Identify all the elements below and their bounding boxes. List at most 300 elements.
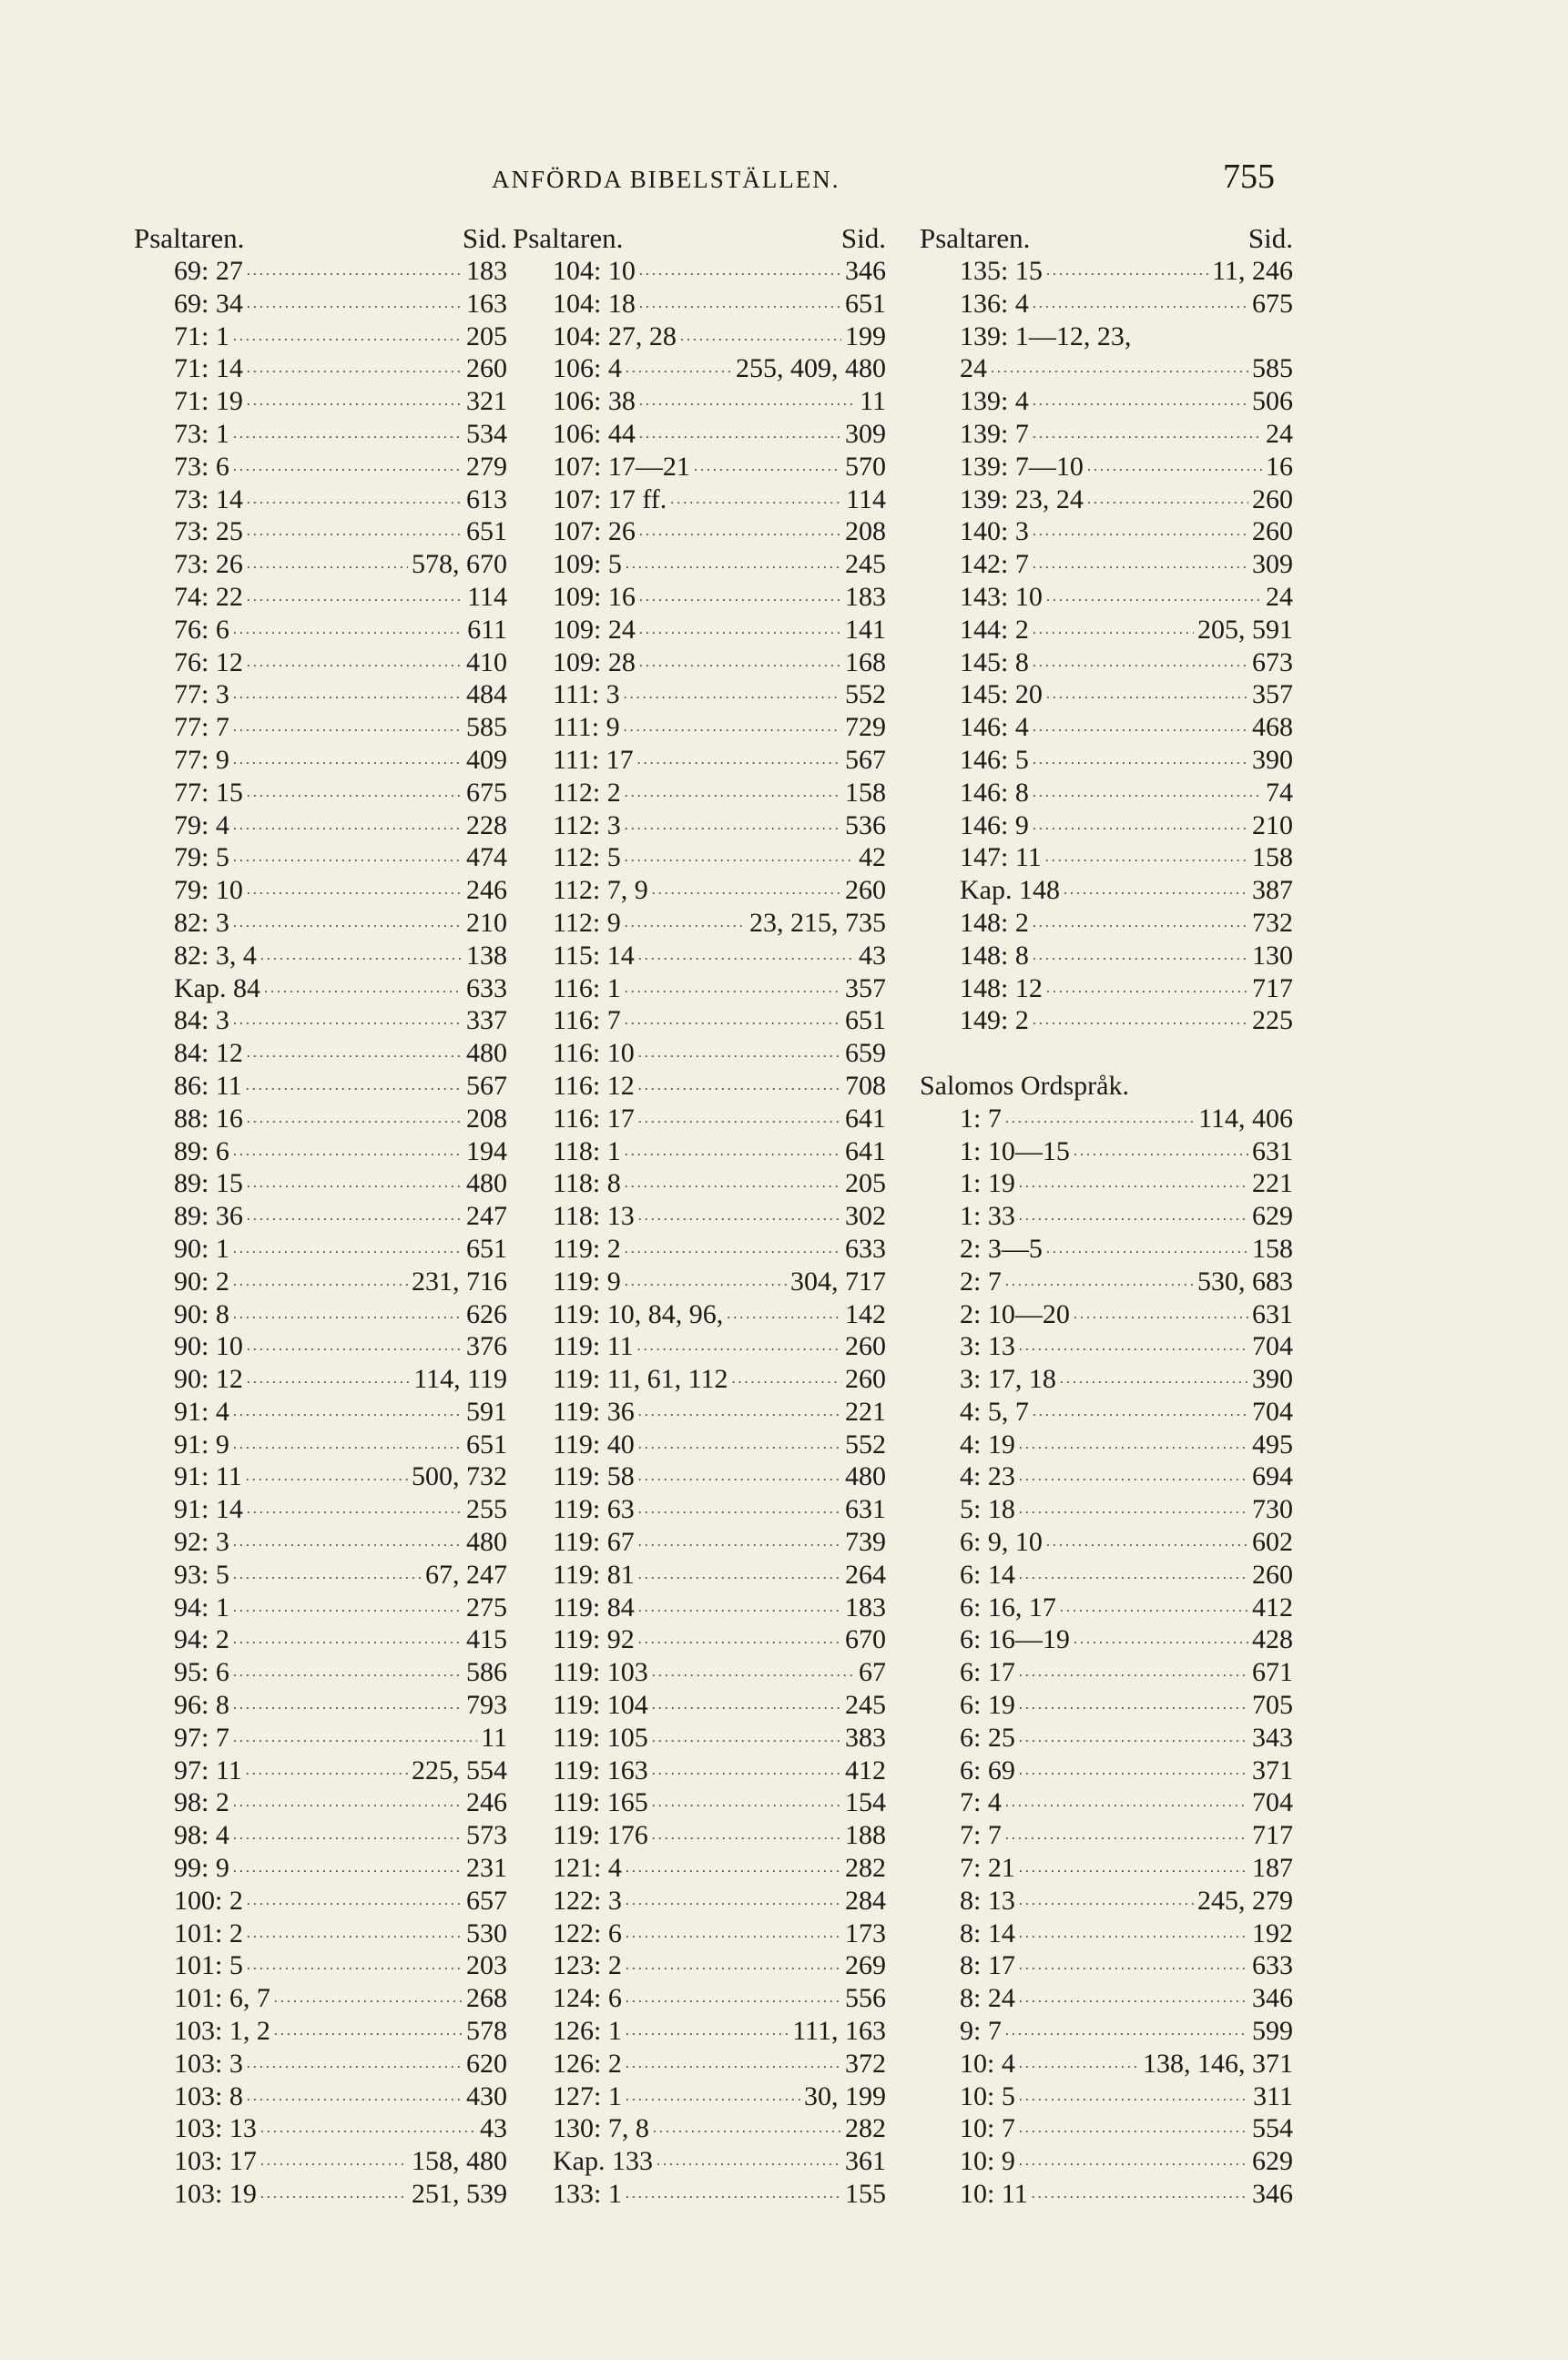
entry-reference: 71: 1	[174, 320, 229, 351]
entry-pages: 264	[845, 1559, 886, 1590]
entry-pages: 158	[1252, 1233, 1293, 1264]
index-entry	[513, 2112, 886, 2145]
entry-pages: 154	[845, 1787, 886, 1818]
dot-leader	[626, 352, 732, 385]
entry-reference: 112: 2	[553, 777, 621, 808]
index-entry	[920, 1592, 1293, 1624]
entry-pages: 11	[481, 1722, 507, 1753]
entry-reference: 148: 2	[960, 907, 1029, 938]
dot-leader	[1046, 581, 1262, 614]
index-entry	[134, 1819, 507, 1852]
index-entry	[920, 548, 1293, 581]
entries-list	[920, 255, 1293, 1037]
dot-leader	[260, 2112, 476, 2145]
index-entry	[920, 451, 1293, 483]
entry-reference: 139: 4	[960, 386, 1029, 417]
entry-reference: 112: 5	[553, 842, 621, 873]
dot-leader	[247, 1330, 463, 1363]
entry-pages: 357	[845, 972, 886, 1003]
index-entry	[513, 1755, 886, 1787]
entry-pages: 651	[845, 1005, 886, 1036]
entry-reference: 1: 7	[960, 1103, 1002, 1134]
entry-pages: 210	[466, 907, 507, 938]
entry-reference: 69: 27	[174, 256, 243, 286]
index-entry	[513, 1037, 886, 1070]
dot-leader	[625, 1167, 841, 1200]
entry-pages: 245	[845, 549, 886, 580]
index-entry	[920, 809, 1293, 842]
entry-pages: 114	[846, 483, 886, 514]
entry-reference: 92: 3	[174, 1527, 229, 1558]
dot-leader	[652, 1689, 841, 1722]
entry-reference: 119: 84	[553, 1592, 635, 1622]
dot-leader	[233, 1559, 422, 1592]
entry-pages: 567	[845, 744, 886, 775]
entry-reference: 146: 5	[960, 744, 1029, 775]
entry-reference: 9: 7	[960, 2016, 1002, 2047]
entry-reference: 2: 3—5	[960, 1233, 1043, 1264]
dot-leader	[233, 841, 463, 874]
entry-reference: 103: 19	[174, 2179, 257, 2210]
entry-pages: 311	[1253, 2080, 1293, 2111]
entry-reference: 122: 3	[553, 1885, 622, 1916]
dot-leader	[638, 1526, 841, 1559]
entry-pages: 346	[1252, 2179, 1293, 2210]
entry-pages: 205, 591	[1197, 614, 1293, 645]
dot-leader	[626, 1949, 841, 1982]
index-entry	[513, 1070, 886, 1103]
entry-reference: 6: 16—19	[960, 1624, 1070, 1655]
index-entry	[513, 1298, 886, 1331]
dot-leader	[1019, 2080, 1249, 2113]
entry-reference: 90: 1	[174, 1233, 229, 1264]
page-header	[146, 157, 1275, 202]
entry-reference: 119: 176	[553, 1820, 648, 1851]
entry-pages: 578, 670	[412, 549, 507, 580]
entry-reference: 104: 18	[553, 288, 636, 319]
entry-pages: 670	[845, 1624, 886, 1655]
entry-reference: 145: 8	[960, 646, 1029, 677]
dot-leader	[247, 1363, 410, 1396]
index-entry	[513, 2145, 886, 2178]
index-entry	[134, 1559, 507, 1592]
dot-leader	[247, 1918, 463, 1950]
dot-leader	[652, 1722, 841, 1755]
index-entry	[513, 515, 886, 548]
index-entry	[920, 483, 1293, 516]
dot-leader	[233, 1819, 463, 1852]
entry-pages: 282	[845, 2113, 886, 2144]
dot-leader	[264, 972, 463, 1005]
dot-leader	[233, 1526, 463, 1559]
entry-reference: 109: 24	[553, 614, 636, 645]
dot-leader	[1033, 614, 1194, 646]
dot-leader	[1019, 1656, 1248, 1689]
entry-pages: 245, 279	[1197, 1885, 1293, 1916]
entry-pages: 536	[845, 809, 886, 840]
index-entry	[920, 1755, 1293, 1787]
entry-reference: 103: 3	[174, 2048, 243, 2079]
index-column-1	[134, 222, 507, 2211]
dot-leader	[247, 255, 463, 288]
entry-reference: 93: 5	[174, 1559, 229, 1590]
entry-reference: 6: 17	[960, 1657, 1015, 1688]
entry-pages: 631	[1252, 1298, 1293, 1329]
entry-reference: 77: 15	[174, 777, 243, 808]
dot-leader	[233, 418, 463, 451]
index-entry	[134, 1689, 507, 1722]
index-entry	[134, 711, 507, 744]
dot-leader	[1046, 1233, 1248, 1266]
entry-pages: 484	[466, 679, 507, 710]
index-entry	[134, 972, 507, 1005]
entry-reference: 69: 34	[174, 288, 243, 319]
entry-reference: 6: 25	[960, 1722, 1015, 1753]
entry-pages: 480	[466, 1038, 507, 1069]
entry-reference: 130: 7, 8	[553, 2113, 649, 2144]
entry-reference: 119: 105	[553, 1722, 648, 1753]
index-entry	[513, 809, 886, 842]
dot-leader	[247, 548, 408, 581]
entry-pages: 43	[859, 940, 886, 971]
entry-pages: 585	[466, 712, 507, 743]
entry-pages: 739	[845, 1527, 886, 1558]
entry-reference: 3: 13	[960, 1331, 1015, 1362]
index-entry	[134, 515, 507, 548]
dot-leader	[626, 1852, 841, 1885]
index-entry	[513, 418, 886, 451]
entry-reference: 79: 5	[174, 842, 229, 873]
entry-pages: 67	[859, 1657, 886, 1688]
dot-leader	[1074, 1135, 1248, 1168]
index-entry	[134, 548, 507, 581]
entry-reference: 119: 104	[553, 1690, 648, 1721]
index-entry	[920, 2178, 1293, 2211]
entry-pages: 284	[845, 1885, 886, 1916]
entry-pages: 228	[466, 809, 507, 840]
entry-reference: 77: 3	[174, 679, 229, 710]
entry-reference: 119: 11	[553, 1331, 634, 1362]
index-column-3	[920, 222, 1293, 2211]
entry-pages: 260	[466, 353, 507, 384]
entry-pages: 260	[1252, 483, 1293, 514]
entry-pages: 651	[466, 516, 507, 547]
entry-pages: 208	[466, 1103, 507, 1134]
entry-reference: 144: 2	[960, 614, 1029, 645]
entry-reference: 10: 4	[960, 2048, 1015, 2079]
entry-pages: 673	[1252, 646, 1293, 677]
index-entry	[920, 1233, 1293, 1266]
section-gap	[920, 1037, 1293, 1070]
index-entry	[920, 1266, 1293, 1298]
entry-reference: Kap. 148	[960, 875, 1060, 906]
column-page-label: Sid.	[1247, 222, 1293, 254]
dot-leader	[1033, 744, 1248, 777]
entry-pages: 704	[1252, 1787, 1293, 1818]
dot-leader	[1033, 515, 1248, 548]
entry-pages: 114, 406	[1198, 1103, 1293, 1134]
entry-pages: 412	[1252, 1592, 1293, 1622]
index-entry	[134, 1363, 507, 1396]
entry-reference: 79: 10	[174, 875, 243, 906]
entry-pages: 633	[845, 1233, 886, 1264]
index-entry	[134, 255, 507, 288]
entry-reference: 123: 2	[553, 1950, 622, 1981]
entry-pages: 23, 215, 735	[749, 907, 886, 938]
dot-leader	[625, 777, 841, 809]
index-entry	[134, 1755, 507, 1787]
index-entry	[513, 1592, 886, 1624]
entry-pages: 309	[1252, 549, 1293, 580]
index-entry	[513, 1167, 886, 1200]
index-entry	[513, 320, 886, 353]
dot-leader	[233, 678, 463, 711]
index-entry	[920, 1722, 1293, 1755]
index-entry	[920, 1004, 1293, 1037]
index-entry	[513, 1559, 886, 1592]
dot-leader	[652, 1656, 855, 1689]
index-entry	[134, 1493, 507, 1526]
entry-pages: 730	[1252, 1494, 1293, 1525]
entry-reference: 73: 14	[174, 483, 243, 514]
index-entry	[134, 1722, 507, 1755]
dot-leader	[638, 1493, 841, 1526]
entry-reference: 109: 5	[553, 549, 622, 580]
dot-leader	[638, 1396, 841, 1429]
index-entry	[920, 1623, 1293, 1656]
entry-pages: 657	[466, 1885, 507, 1916]
dot-leader	[233, 907, 463, 940]
entry-reference: Kap. 133	[553, 2146, 653, 2177]
entry-reference: 119: 92	[553, 1624, 635, 1655]
entry-reference: 119: 40	[553, 1429, 635, 1460]
entry-reference: 106: 44	[553, 418, 636, 449]
index-entry	[134, 320, 507, 353]
index-entry	[513, 1266, 886, 1298]
entry-pages: 534	[466, 418, 507, 449]
running-title: ANFÖRDA BIBELSTÄLLEN.	[492, 166, 840, 193]
dot-leader	[638, 1037, 841, 1070]
entry-reference: 5: 18	[960, 1494, 1015, 1525]
index-entry	[920, 1493, 1293, 1526]
entry-pages: 30, 199	[804, 2080, 886, 2111]
column-book-title: Psaltaren.	[513, 222, 624, 254]
entry-pages: 231	[466, 1853, 507, 1884]
index-entry	[920, 581, 1293, 614]
entry-reference: 86: 11	[174, 1070, 242, 1101]
dot-leader	[626, 1918, 841, 1950]
dot-leader	[233, 1656, 463, 1689]
dot-leader	[638, 1103, 841, 1135]
entry-reference: 119: 63	[553, 1494, 635, 1525]
entry-pages: 675	[1252, 288, 1293, 319]
dot-leader	[247, 1885, 463, 1918]
entry-pages: 383	[845, 1722, 886, 1753]
index-entry	[920, 2080, 1293, 2113]
dot-leader	[247, 1200, 463, 1233]
entry-pages: 225, 554	[412, 1755, 507, 1785]
entry-pages: 409	[466, 744, 507, 775]
index-entry	[920, 1167, 1293, 1200]
index-entry	[134, 940, 507, 972]
entry-pages: 556	[845, 1983, 886, 2014]
entry-pages: 260	[845, 875, 886, 906]
entry-reference: 116: 17	[553, 1103, 635, 1134]
entry-pages: 468	[1252, 712, 1293, 743]
index-entry	[920, 1429, 1293, 1461]
entry-pages: 304, 717	[790, 1266, 886, 1297]
entry-reference: 77: 9	[174, 744, 229, 775]
entry-pages: 130	[1252, 940, 1293, 971]
dot-leader	[652, 1755, 841, 1787]
entry-reference: 10: 7	[960, 2113, 1015, 2144]
index-entry	[134, 385, 507, 418]
entry-reference: 111: 9	[553, 712, 620, 743]
index-entry	[134, 1233, 507, 1266]
entry-reference: 106: 4	[553, 353, 622, 384]
index-entry	[513, 614, 886, 646]
index-entry	[920, 711, 1293, 744]
entry-reference: 101: 6, 7	[174, 1983, 270, 2014]
dot-leader	[638, 1623, 841, 1656]
index-entry	[134, 1298, 507, 1331]
dot-leader	[1019, 1493, 1248, 1526]
column-page-label: Sid.	[840, 222, 886, 254]
index-entry	[513, 1689, 886, 1722]
entry-pages: 651	[466, 1233, 507, 1264]
entry-reference: 112: 9	[553, 907, 621, 938]
index-entry	[513, 548, 886, 581]
entry-pages: 138, 146, 371	[1143, 2048, 1293, 2079]
index-entry	[134, 1037, 507, 1070]
index-entry	[134, 2178, 507, 2211]
dot-leader	[233, 1298, 463, 1331]
dot-leader	[625, 1233, 841, 1266]
entry-pages: 530	[466, 1918, 507, 1948]
index-entry	[920, 1982, 1293, 2015]
dot-leader	[1046, 255, 1208, 288]
dot-leader	[639, 614, 841, 646]
index-entry	[920, 515, 1293, 548]
entry-reference: 119: 10, 84, 96,	[553, 1298, 724, 1329]
entry-pages: 43	[480, 2113, 507, 2144]
entry-reference: 119: 103	[553, 1657, 648, 1688]
dot-leader	[1019, 2048, 1139, 2080]
entry-pages: 611	[467, 614, 507, 645]
index-entry	[513, 1982, 886, 2015]
dot-leader	[233, 1396, 463, 1429]
dot-leader	[247, 515, 463, 548]
dot-leader	[1019, 1559, 1248, 1592]
entry-pages: 346	[845, 256, 886, 286]
dot-leader	[638, 1559, 841, 1592]
entry-pages: 302	[845, 1201, 886, 1232]
dot-leader	[1005, 1819, 1248, 1852]
entry-pages: 633	[466, 972, 507, 1003]
dot-leader	[639, 385, 856, 418]
entry-pages: 641	[845, 1135, 886, 1166]
dot-leader	[247, 646, 463, 679]
dot-leader	[247, 874, 463, 907]
dot-leader	[1033, 418, 1262, 451]
dot-leader	[639, 515, 841, 548]
entry-pages: 480	[845, 1461, 886, 1492]
dot-leader	[1019, 1689, 1248, 1722]
entry-pages: 16	[1266, 451, 1293, 482]
entry-pages: 732	[1252, 907, 1293, 938]
index-entry	[920, 1526, 1293, 1559]
entry-reference: 101: 5	[174, 1950, 243, 1981]
dot-leader	[638, 1429, 841, 1461]
entry-reference: 6: 19	[960, 1690, 1015, 1721]
entry-reference: 2: 10—20	[960, 1298, 1070, 1329]
dot-leader	[638, 1592, 841, 1624]
entry-reference: 148: 8	[960, 940, 1029, 971]
entry-pages: 205	[845, 1168, 886, 1199]
dot-leader	[233, 1722, 477, 1755]
entry-pages: 188	[845, 1820, 886, 1851]
index-entry	[513, 352, 886, 385]
entry-pages: 651	[845, 288, 886, 319]
entry-reference: 119: 2	[553, 1233, 621, 1264]
dot-leader	[233, 1786, 463, 1819]
dot-leader	[247, 1037, 463, 1070]
entry-reference: Kap. 84	[174, 972, 260, 1003]
entry-pages: 629	[1252, 1201, 1293, 1232]
index-entry	[513, 1103, 886, 1135]
entry-reference: 103: 17	[174, 2146, 257, 2177]
column-page-label: Sid.	[462, 222, 507, 254]
index-entry	[513, 744, 886, 777]
entry-pages: 309	[845, 418, 886, 449]
entry-pages: 225	[1252, 1005, 1293, 1036]
entry-reference: 146: 9	[960, 809, 1029, 840]
index-entry	[134, 1200, 507, 1233]
entry-reference: 73: 6	[174, 451, 229, 482]
dot-leader	[652, 1819, 841, 1852]
index-entry	[134, 1623, 507, 1656]
entry-pages: 671	[1252, 1657, 1293, 1688]
entry-reference: 139: 1—12, 23,	[960, 320, 1132, 351]
index-entry	[134, 1396, 507, 1429]
index-entry	[134, 352, 507, 385]
entry-reference: 139: 7	[960, 418, 1029, 449]
dot-leader	[652, 874, 841, 907]
dot-leader	[624, 711, 841, 744]
entry-reference: 6: 69	[960, 1755, 1015, 1785]
entry-pages: 412	[845, 1755, 886, 1785]
entry-pages: 199	[845, 320, 886, 351]
index-entry	[134, 581, 507, 614]
dot-leader	[639, 255, 841, 288]
dot-leader	[246, 1460, 408, 1493]
index-entry	[513, 711, 886, 744]
index-entry	[920, 1949, 1293, 1982]
entry-reference: 149: 2	[960, 1005, 1029, 1036]
dot-leader	[1046, 1526, 1248, 1559]
entry-pages: 138	[466, 940, 507, 971]
entry-reference: 73: 26	[174, 549, 243, 580]
entry-reference: 89: 6	[174, 1135, 229, 1166]
entry-reference: 7: 21	[960, 1853, 1015, 1884]
index-entry	[513, 1233, 886, 1266]
entry-pages: 361	[845, 2146, 886, 2177]
entry-reference: 94: 1	[174, 1592, 229, 1622]
dot-leader	[247, 1167, 463, 1200]
index-entry	[513, 385, 886, 418]
entry-reference: 118: 8	[553, 1168, 621, 1199]
entry-pages: 578	[466, 2016, 507, 2047]
